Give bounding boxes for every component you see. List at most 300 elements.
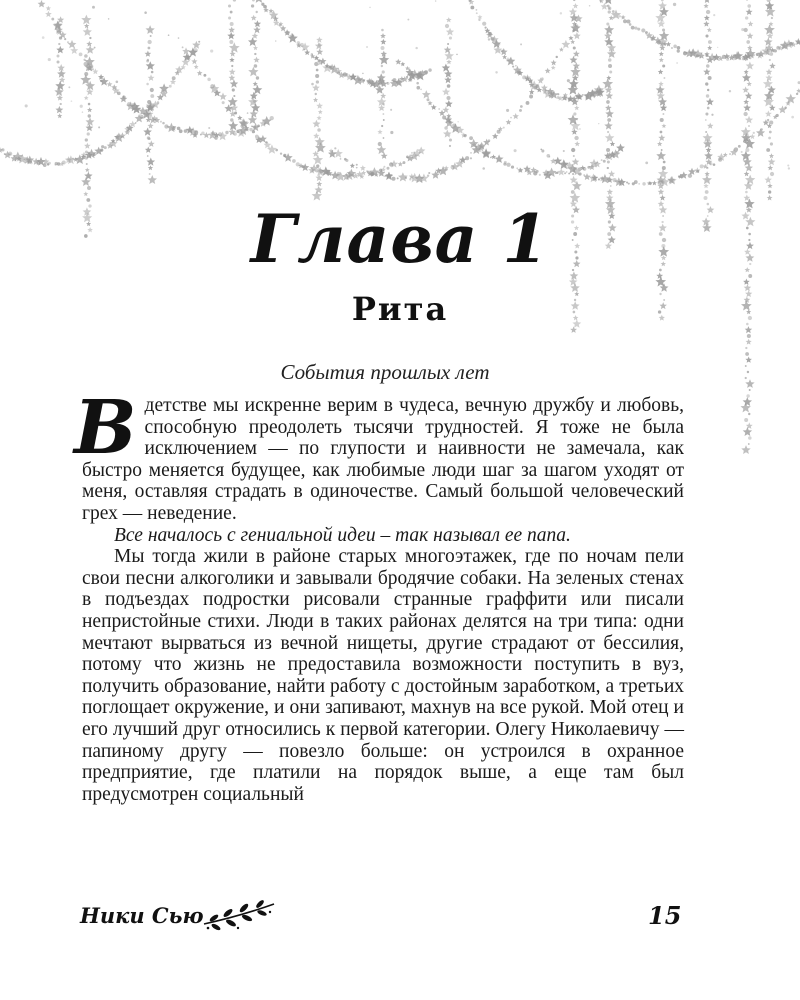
garland-dot: [179, 129, 183, 133]
garland-dot: [791, 116, 794, 119]
paragraph-2: Все началось с гениальной идеи – так называл ее папа.: [114, 524, 571, 546]
garland-dot: [292, 159, 296, 163]
garland-dot: [743, 112, 747, 116]
garland-dot: [745, 191, 748, 194]
garland-star: [398, 161, 403, 166]
garland-dot: [769, 121, 773, 125]
garland-star: [666, 42, 671, 47]
garland-dot: [511, 166, 514, 169]
garland-dot: [671, 47, 673, 49]
garland-star: [658, 69, 664, 74]
garland-dot: [148, 137, 151, 140]
garland-dot: [135, 122, 137, 124]
garland-star: [477, 15, 482, 20]
garland-star: [706, 98, 714, 106]
garland-star: [379, 55, 389, 65]
garland-dot: [516, 167, 518, 169]
garland-dot: [150, 94, 154, 98]
garland-star: [606, 75, 611, 80]
garland-dot: [557, 93, 559, 95]
garland-star: [559, 47, 564, 52]
garland-dot: [461, 158, 464, 161]
garland-star: [557, 168, 565, 175]
garland-dot: [366, 46, 368, 48]
garland-dot: [748, 125, 750, 127]
garland-dot: [151, 71, 154, 74]
garland-star: [786, 94, 797, 104]
garland-dot: [767, 119, 769, 121]
garland-star: [315, 142, 326, 152]
garland-dot: [405, 177, 407, 179]
garland-dot: [446, 96, 450, 100]
garland-dot: [749, 389, 751, 391]
garland-dot: [25, 104, 28, 107]
garland-dot: [8, 152, 12, 156]
garland-star: [81, 15, 91, 25]
garland-star: [573, 62, 580, 69]
garland-dot: [536, 170, 539, 173]
garland-dot: [629, 23, 632, 26]
garland-dot: [233, 95, 235, 97]
garland-dot: [257, 124, 260, 127]
garland-dot: [753, 132, 755, 134]
garland-dot: [356, 164, 358, 166]
garland-dot: [649, 182, 652, 185]
garland-star: [513, 113, 519, 119]
garland-star: [253, 57, 259, 63]
garland-dot: [147, 40, 151, 44]
garland-dot: [263, 5, 267, 9]
garland-star: [707, 27, 712, 32]
garland-star: [57, 70, 66, 78]
garland-dot: [526, 101, 530, 105]
garland-dot: [661, 0, 664, 1]
garland-dot: [57, 60, 60, 63]
garland-dot: [726, 58, 729, 61]
page-number: 15: [648, 901, 682, 930]
garland-star: [197, 70, 203, 76]
garland-dot: [504, 161, 507, 164]
garland-dot: [464, 134, 467, 137]
garland-star: [87, 107, 92, 112]
garland-dot: [563, 163, 566, 166]
garland-star: [768, 158, 776, 165]
garland-dot: [529, 95, 533, 99]
garland-dot: [766, 148, 770, 152]
garland-dot: [89, 37, 91, 39]
garland-dot: [210, 49, 213, 52]
garland-dot: [316, 164, 319, 167]
garland-dot: [506, 163, 510, 167]
garland-star: [747, 81, 752, 86]
garland-star: [444, 70, 452, 78]
garland-star: [745, 92, 753, 99]
garland-dot: [232, 88, 235, 91]
garland-dot: [514, 149, 517, 152]
garland-dot: [251, 4, 254, 7]
garland-dot: [711, 114, 713, 116]
garland-dot: [251, 126, 252, 127]
garland-dot: [470, 157, 472, 159]
garland-star: [395, 59, 401, 65]
garland-dot: [438, 108, 440, 110]
garland-star: [652, 180, 657, 185]
garland-dot: [663, 77, 665, 79]
garland-star: [605, 105, 612, 111]
garland-dot: [98, 126, 100, 128]
garland-dot: [567, 79, 570, 82]
garland-dot: [228, 4, 231, 7]
garland-star: [742, 86, 749, 93]
garland-dot: [391, 177, 395, 181]
garland-star: [400, 62, 405, 67]
garland-dot: [71, 100, 73, 102]
garland-dot: [356, 167, 358, 169]
garland-star: [86, 117, 95, 126]
garland-dot: [612, 10, 615, 13]
garland-dot: [741, 151, 743, 153]
garland-dot: [556, 172, 558, 174]
garland-dot: [157, 101, 160, 104]
garland-star: [570, 40, 575, 45]
garland-dot: [575, 95, 577, 97]
garland-dot: [407, 19, 409, 21]
garland-star: [68, 40, 77, 48]
garland-star: [316, 174, 323, 181]
garland-star: [605, 110, 614, 118]
garland-star: [743, 279, 750, 285]
garland-star: [743, 397, 752, 406]
garland-dot: [573, 112, 576, 115]
garland-dot: [663, 161, 666, 164]
garland-dot: [745, 347, 747, 349]
garland-star: [83, 191, 88, 196]
garland-dot: [390, 131, 393, 134]
garland-dot: [634, 180, 638, 184]
garland-dot: [456, 54, 458, 56]
garland-star: [445, 100, 453, 107]
garland-star: [84, 23, 89, 28]
garland-dot: [426, 98, 429, 101]
garland-dot: [707, 167, 708, 168]
garland-dot: [337, 71, 340, 74]
garland-star: [143, 128, 152, 136]
garland-star: [380, 33, 386, 38]
garland-dot: [705, 131, 707, 133]
garland-dot: [427, 174, 429, 176]
garland-dot: [638, 183, 640, 185]
garland-star: [316, 37, 322, 43]
garland-star: [229, 68, 236, 75]
garland-dot: [208, 127, 210, 129]
garland-dot: [708, 40, 712, 44]
garland-star: [350, 163, 355, 168]
garland-dot: [510, 117, 512, 119]
garland-dot: [92, 6, 95, 9]
body-text: [74, 385, 684, 805]
garland-dot: [87, 186, 91, 190]
garland-dot: [449, 134, 450, 135]
garland-star: [182, 47, 190, 54]
footer-author: Ники Сью: [80, 903, 204, 928]
garland-dot: [88, 103, 91, 106]
garland-star: [38, 0, 46, 7]
garland-dot: [381, 29, 384, 32]
garland-dot: [82, 111, 84, 113]
garland-star: [743, 99, 749, 104]
garland-dot: [231, 65, 233, 67]
garland-dot: [603, 160, 606, 163]
garland-star: [748, 21, 754, 27]
garland-dot: [576, 119, 578, 121]
garland-dot: [316, 69, 319, 72]
garland-star: [551, 65, 556, 70]
garland-star: [742, 73, 751, 82]
garland-dot: [677, 46, 681, 50]
garland-dot: [512, 66, 514, 68]
garland-dot: [150, 88, 154, 92]
garland-dot: [54, 163, 56, 165]
garland-dot: [651, 37, 654, 40]
garland-dot: [745, 59, 747, 61]
garland-star: [656, 85, 665, 94]
garland-dot: [748, 436, 752, 440]
garland-star: [84, 143, 91, 149]
garland-star: [55, 106, 63, 113]
garland-dot: [275, 40, 276, 41]
garland-dot: [717, 47, 718, 48]
garland-dot: [194, 48, 198, 52]
garland-dot: [700, 164, 704, 168]
garland-dot: [573, 155, 575, 157]
garland-dot: [677, 49, 680, 52]
garland-dot: [601, 159, 603, 161]
garland-dot: [573, 29, 576, 32]
garland-dot: [146, 60, 149, 63]
garland-star: [237, 115, 242, 120]
garland-dot: [589, 5, 591, 7]
garland-dot: [495, 71, 497, 73]
garland-star: [431, 104, 437, 110]
garland-dot: [382, 70, 385, 73]
garland-dot: [769, 52, 773, 56]
garland-dot: [470, 6, 474, 10]
garland-star: [316, 48, 323, 55]
garland-star: [145, 51, 152, 57]
garland-star: [147, 158, 156, 166]
garland-dot: [607, 5, 610, 8]
garland-dot: [607, 161, 610, 164]
garland-dot: [541, 149, 544, 152]
garland-dot: [696, 170, 699, 173]
garland-dot: [662, 28, 665, 31]
garland-dot: [253, 100, 256, 103]
garland-dot: [100, 148, 103, 151]
garland-dot: [578, 172, 581, 175]
garland-star: [743, 104, 751, 111]
garland-star: [707, 123, 714, 129]
garland-dot: [116, 80, 119, 83]
garland-dot: [637, 28, 640, 31]
garland-dot: [449, 36, 452, 39]
garland-star: [317, 115, 322, 120]
garland-star: [746, 422, 753, 429]
garland-dot: [520, 43, 522, 45]
garland-dot: [215, 137, 218, 140]
garland-star: [658, 134, 665, 141]
garland-star: [703, 21, 709, 27]
garland-dot: [676, 62, 678, 64]
leaf-sprig-icon: [200, 898, 278, 934]
garland-star: [328, 150, 337, 158]
garland-dot: [150, 35, 152, 37]
garland-star: [253, 26, 260, 33]
garland-dot: [569, 97, 572, 100]
garland-star: [766, 69, 773, 75]
garland-dot: [479, 150, 481, 152]
garland-star: [656, 151, 666, 160]
garland-star: [443, 130, 452, 138]
garland-dot: [369, 7, 371, 9]
garland-dot: [579, 128, 581, 130]
garland-dot: [608, 10, 611, 13]
garland-dot: [705, 53, 707, 55]
garland-dot: [317, 128, 321, 132]
garland-dot: [729, 153, 731, 155]
garland-star: [318, 110, 323, 115]
garland-dot: [383, 137, 385, 139]
garland-dot: [406, 76, 408, 78]
garland-dot: [371, 173, 374, 176]
garland-star: [230, 80, 239, 88]
garland-star: [446, 17, 452, 22]
garland-star: [380, 93, 386, 99]
garland-star: [569, 8, 577, 16]
garland-dot: [564, 97, 567, 100]
garland-dot: [768, 190, 771, 193]
garland-star: [313, 97, 318, 102]
garland-star: [573, 32, 581, 39]
garland-dot: [642, 182, 645, 185]
garland-star: [609, 15, 614, 20]
garland-star: [703, 0, 710, 3]
garland-dot: [609, 70, 612, 73]
garland-dot: [734, 147, 738, 151]
garland-dot: [428, 172, 430, 174]
garland-dot: [563, 150, 565, 152]
garland-dot: [747, 4, 751, 8]
garland-star: [659, 31, 669, 41]
garland-dot: [662, 113, 664, 115]
garland-dot: [85, 138, 88, 141]
garland-dot: [252, 0, 255, 1]
garland-dot: [382, 103, 385, 106]
garland-star: [444, 46, 451, 53]
garland-dot: [583, 174, 585, 176]
garland-dot: [746, 40, 750, 44]
garland-dot: [345, 159, 348, 162]
garland-dot: [382, 113, 384, 115]
garland-star: [604, 122, 613, 130]
garland-star: [84, 96, 89, 101]
garland-star: [704, 151, 713, 159]
garland-dot: [626, 19, 630, 23]
garland-star: [602, 78, 613, 88]
garland-dot: [499, 160, 501, 162]
garland-star: [148, 175, 158, 184]
garland-dot: [80, 105, 83, 108]
garland-star: [768, 165, 774, 170]
garland-dot: [787, 164, 789, 166]
garland-dot: [168, 34, 170, 36]
garland-dot: [485, 27, 487, 29]
garland-star: [599, 0, 604, 3]
garland-star: [744, 171, 750, 176]
garland-star: [301, 163, 309, 171]
garland-star: [765, 110, 772, 117]
garland-dot: [315, 74, 319, 78]
garland-dot: [713, 163, 716, 166]
garland-dot: [770, 172, 774, 176]
garland-star: [769, 153, 774, 158]
garland-dot: [515, 65, 517, 67]
garland-star: [765, 74, 772, 81]
garland-dot: [285, 31, 289, 35]
garland-star: [83, 27, 92, 36]
garland-dot: [88, 114, 91, 117]
garland-star: [506, 119, 512, 125]
garland-dot: [67, 41, 69, 43]
garland-dot: [311, 83, 314, 86]
garland-dot: [706, 10, 710, 14]
garland-star: [604, 25, 614, 34]
garland-star: [227, 32, 235, 39]
garland-dot: [482, 167, 485, 170]
garland-dot: [572, 173, 574, 175]
garland-star: [84, 172, 92, 180]
garland-dot: [760, 128, 762, 130]
garland-dot: [745, 352, 749, 356]
garland-star: [562, 40, 571, 48]
garland-dot: [660, 131, 663, 134]
garland-dot: [225, 131, 228, 134]
garland-dot: [705, 119, 707, 121]
garland-dot: [85, 151, 88, 154]
garland-star: [492, 133, 498, 139]
garland-star: [148, 123, 154, 129]
garland-dot: [397, 177, 399, 179]
garland-dot: [62, 161, 66, 165]
garland-dot: [416, 86, 420, 90]
garland-dot: [769, 59, 771, 61]
garland-dot: [645, 162, 648, 165]
garland-star: [229, 57, 234, 62]
garland-star: [229, 42, 240, 52]
garland-dot: [774, 49, 777, 52]
garland-star: [398, 172, 408, 181]
garland-dot: [435, 0, 437, 2]
garland-star: [796, 88, 800, 93]
garland-dot: [207, 78, 210, 81]
garland-star: [607, 189, 613, 195]
garland-dot: [222, 101, 225, 104]
garland-star: [573, 50, 580, 57]
garland-dot: [383, 166, 385, 168]
garland-dot: [623, 19, 627, 23]
paragraph-1: [74, 385, 684, 525]
garland-dot: [58, 43, 60, 45]
garland-dot: [767, 0, 771, 2]
